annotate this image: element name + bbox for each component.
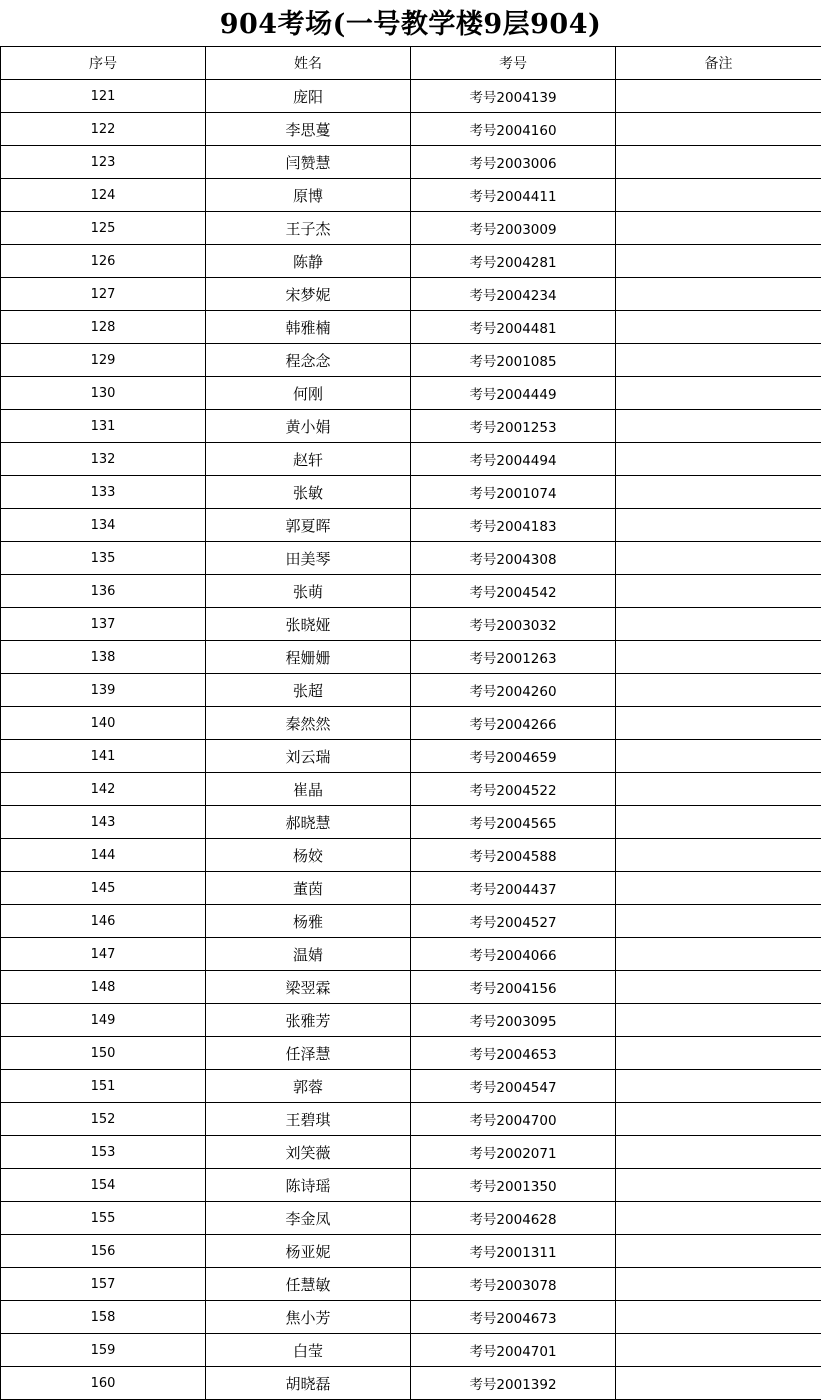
cell-notes bbox=[616, 476, 821, 509]
cell-exam-id: 考号2004659 bbox=[411, 740, 616, 773]
cell-notes bbox=[616, 377, 821, 410]
cell-notes bbox=[616, 773, 821, 806]
cell-exam-id: 考号2003078 bbox=[411, 1268, 616, 1301]
cell-exam-id: 考号2002071 bbox=[411, 1136, 616, 1169]
cell-exam-id: 考号2001074 bbox=[411, 476, 616, 509]
cell-exam-id: 考号2004139 bbox=[411, 80, 616, 113]
cell-number: 137 bbox=[1, 608, 206, 641]
page-title: 904考场(一号教学楼9层904) bbox=[219, 9, 602, 40]
cell-name: 张雅芳 bbox=[206, 1004, 411, 1037]
cell-exam-id: 考号2004547 bbox=[411, 1070, 616, 1103]
cell-name: 梁翌霖 bbox=[206, 971, 411, 1004]
cell-number: 140 bbox=[1, 707, 206, 740]
cell-exam-id: 考号2004160 bbox=[411, 113, 616, 146]
table-row bbox=[1, 509, 821, 542]
column-header-notes: 备注 bbox=[616, 47, 821, 80]
cell-number: 153 bbox=[1, 1136, 206, 1169]
table-row bbox=[1, 278, 821, 311]
cell-exam-id: 考号2004437 bbox=[411, 872, 616, 905]
table-row bbox=[1, 1136, 821, 1169]
cell-notes bbox=[616, 1070, 821, 1103]
cell-number: 127 bbox=[1, 278, 206, 311]
cell-exam-id: 考号2004234 bbox=[411, 278, 616, 311]
cell-exam-id: 考号2004588 bbox=[411, 839, 616, 872]
cell-notes bbox=[616, 1103, 821, 1136]
cell-notes bbox=[616, 410, 821, 443]
cell-name: 刘云瑞 bbox=[206, 740, 411, 773]
cell-exam-id: 考号2004308 bbox=[411, 542, 616, 575]
cell-notes bbox=[616, 212, 821, 245]
table-row bbox=[1, 344, 821, 377]
cell-notes bbox=[616, 1268, 821, 1301]
cell-name: 任慧敏 bbox=[206, 1268, 411, 1301]
cell-name: 胡晓磊 bbox=[206, 1367, 411, 1400]
cell-exam-id: 考号2004481 bbox=[411, 311, 616, 344]
cell-number: 134 bbox=[1, 509, 206, 542]
cell-number: 136 bbox=[1, 575, 206, 608]
cell-notes bbox=[616, 443, 821, 476]
table-row bbox=[1, 1004, 821, 1037]
cell-exam-id: 考号2004701 bbox=[411, 1334, 616, 1367]
cell-notes bbox=[616, 542, 821, 575]
table-row bbox=[1, 806, 821, 839]
cell-name: 温婧 bbox=[206, 938, 411, 971]
cell-exam-id: 考号2004066 bbox=[411, 938, 616, 971]
cell-name: 王碧琪 bbox=[206, 1103, 411, 1136]
cell-notes bbox=[616, 311, 821, 344]
cell-exam-id: 考号2004527 bbox=[411, 905, 616, 938]
cell-name: 杨雅 bbox=[206, 905, 411, 938]
cell-exam-id: 考号2003009 bbox=[411, 212, 616, 245]
table-row bbox=[1, 575, 821, 608]
table-row bbox=[1, 311, 821, 344]
cell-notes bbox=[616, 806, 821, 839]
cell-exam-id: 考号2001253 bbox=[411, 410, 616, 443]
cell-number: 129 bbox=[1, 344, 206, 377]
cell-number: 131 bbox=[1, 410, 206, 443]
roster-body bbox=[1, 80, 821, 1400]
cell-number: 146 bbox=[1, 905, 206, 938]
cell-name: 白莹 bbox=[206, 1334, 411, 1367]
table-row bbox=[1, 641, 821, 674]
cell-name: 庞阳 bbox=[206, 80, 411, 113]
cell-notes bbox=[616, 608, 821, 641]
table-row bbox=[1, 80, 821, 113]
cell-notes bbox=[616, 905, 821, 938]
cell-exam-id: 考号2004183 bbox=[411, 509, 616, 542]
table-row bbox=[1, 146, 821, 179]
cell-notes bbox=[616, 938, 821, 971]
cell-notes bbox=[616, 113, 821, 146]
table-row bbox=[1, 872, 821, 905]
table-row bbox=[1, 179, 821, 212]
cell-name: 张超 bbox=[206, 674, 411, 707]
table-row bbox=[1, 1169, 821, 1202]
cell-number: 133 bbox=[1, 476, 206, 509]
cell-notes bbox=[616, 80, 821, 113]
cell-notes bbox=[616, 245, 821, 278]
table-row bbox=[1, 1334, 821, 1367]
cell-notes bbox=[616, 509, 821, 542]
cell-notes bbox=[616, 1202, 821, 1235]
cell-name: 焦小芳 bbox=[206, 1301, 411, 1334]
table-row bbox=[1, 1235, 821, 1268]
table-row bbox=[1, 113, 821, 146]
cell-name: 原博 bbox=[206, 179, 411, 212]
cell-exam-id: 考号2001392 bbox=[411, 1367, 616, 1400]
cell-notes bbox=[616, 872, 821, 905]
cell-name: 程姗姗 bbox=[206, 641, 411, 674]
cell-name: 何刚 bbox=[206, 377, 411, 410]
cell-name: 杨姣 bbox=[206, 839, 411, 872]
cell-name: 陈诗瑶 bbox=[206, 1169, 411, 1202]
cell-name: 张晓娅 bbox=[206, 608, 411, 641]
roster-table bbox=[0, 46, 821, 1400]
cell-name: 田美琴 bbox=[206, 542, 411, 575]
table-row bbox=[1, 410, 821, 443]
cell-number: 141 bbox=[1, 740, 206, 773]
cell-exam-id: 考号2004156 bbox=[411, 971, 616, 1004]
cell-number: 122 bbox=[1, 113, 206, 146]
cell-number: 138 bbox=[1, 641, 206, 674]
table-header-row bbox=[1, 47, 821, 80]
cell-number: 150 bbox=[1, 1037, 206, 1070]
cell-notes bbox=[616, 1367, 821, 1400]
cell-name: 崔晶 bbox=[206, 773, 411, 806]
cell-name: 杨亚妮 bbox=[206, 1235, 411, 1268]
cell-number: 158 bbox=[1, 1301, 206, 1334]
cell-name: 郝晓慧 bbox=[206, 806, 411, 839]
cell-number: 154 bbox=[1, 1169, 206, 1202]
cell-name: 张敏 bbox=[206, 476, 411, 509]
cell-exam-id: 考号2003095 bbox=[411, 1004, 616, 1037]
column-header-name: 姓名 bbox=[206, 47, 411, 80]
cell-notes bbox=[616, 278, 821, 311]
cell-name: 宋梦妮 bbox=[206, 278, 411, 311]
cell-notes bbox=[616, 641, 821, 674]
cell-name: 郭夏晖 bbox=[206, 509, 411, 542]
table-row bbox=[1, 443, 821, 476]
cell-notes bbox=[616, 1334, 821, 1367]
cell-exam-id: 考号2004542 bbox=[411, 575, 616, 608]
cell-number: 123 bbox=[1, 146, 206, 179]
cell-number: 125 bbox=[1, 212, 206, 245]
cell-number: 152 bbox=[1, 1103, 206, 1136]
cell-name: 刘笑薇 bbox=[206, 1136, 411, 1169]
table-row bbox=[1, 1301, 821, 1334]
cell-exam-id: 考号2004522 bbox=[411, 773, 616, 806]
table-row bbox=[1, 938, 821, 971]
column-header-number: 序号 bbox=[1, 47, 206, 80]
table-row bbox=[1, 1268, 821, 1301]
cell-name: 陈静 bbox=[206, 245, 411, 278]
cell-exam-id: 考号2004673 bbox=[411, 1301, 616, 1334]
cell-number: 124 bbox=[1, 179, 206, 212]
cell-number: 126 bbox=[1, 245, 206, 278]
cell-name: 李思蔓 bbox=[206, 113, 411, 146]
cell-name: 郭蓉 bbox=[206, 1070, 411, 1103]
cell-notes bbox=[616, 344, 821, 377]
cell-exam-id: 考号2004700 bbox=[411, 1103, 616, 1136]
cell-notes bbox=[616, 1004, 821, 1037]
cell-notes bbox=[616, 674, 821, 707]
cell-name: 韩雅楠 bbox=[206, 311, 411, 344]
table-row bbox=[1, 839, 821, 872]
cell-name: 李金凤 bbox=[206, 1202, 411, 1235]
cell-exam-id: 考号2004449 bbox=[411, 377, 616, 410]
cell-notes bbox=[616, 575, 821, 608]
table-row bbox=[1, 1202, 821, 1235]
cell-notes bbox=[616, 839, 821, 872]
cell-exam-id: 考号2004266 bbox=[411, 707, 616, 740]
cell-name: 程念念 bbox=[206, 344, 411, 377]
table-row bbox=[1, 608, 821, 641]
cell-notes bbox=[616, 1037, 821, 1070]
cell-exam-id: 考号2001263 bbox=[411, 641, 616, 674]
cell-name: 闫赞慧 bbox=[206, 146, 411, 179]
cell-number: 128 bbox=[1, 311, 206, 344]
table-row bbox=[1, 1037, 821, 1070]
cell-notes bbox=[616, 971, 821, 1004]
cell-number: 145 bbox=[1, 872, 206, 905]
cell-number: 151 bbox=[1, 1070, 206, 1103]
table-row bbox=[1, 476, 821, 509]
table-row bbox=[1, 1103, 821, 1136]
table-row bbox=[1, 674, 821, 707]
cell-name: 张萌 bbox=[206, 575, 411, 608]
cell-exam-id: 考号2004281 bbox=[411, 245, 616, 278]
cell-notes bbox=[616, 1235, 821, 1268]
cell-name: 黄小娟 bbox=[206, 410, 411, 443]
cell-notes bbox=[616, 146, 821, 179]
table-row bbox=[1, 245, 821, 278]
column-header-exam-id: 考号 bbox=[411, 47, 616, 80]
table-row bbox=[1, 971, 821, 1004]
cell-number: 148 bbox=[1, 971, 206, 1004]
cell-number: 143 bbox=[1, 806, 206, 839]
cell-exam-id: 考号2003006 bbox=[411, 146, 616, 179]
cell-number: 159 bbox=[1, 1334, 206, 1367]
cell-notes bbox=[616, 179, 821, 212]
table-row bbox=[1, 905, 821, 938]
table-row bbox=[1, 542, 821, 575]
cell-exam-id: 考号2004260 bbox=[411, 674, 616, 707]
table-row bbox=[1, 212, 821, 245]
cell-name: 任泽慧 bbox=[206, 1037, 411, 1070]
cell-number: 142 bbox=[1, 773, 206, 806]
cell-exam-id: 考号2001350 bbox=[411, 1169, 616, 1202]
cell-number: 147 bbox=[1, 938, 206, 971]
cell-exam-id: 考号2004628 bbox=[411, 1202, 616, 1235]
table-row bbox=[1, 377, 821, 410]
cell-exam-id: 考号2004653 bbox=[411, 1037, 616, 1070]
cell-number: 157 bbox=[1, 1268, 206, 1301]
cell-exam-id: 考号2004565 bbox=[411, 806, 616, 839]
table-row bbox=[1, 1070, 821, 1103]
table-row bbox=[1, 707, 821, 740]
cell-notes bbox=[616, 740, 821, 773]
cell-exam-id: 考号2001085 bbox=[411, 344, 616, 377]
cell-exam-id: 考号2004494 bbox=[411, 443, 616, 476]
table-row bbox=[1, 740, 821, 773]
cell-number: 160 bbox=[1, 1367, 206, 1400]
cell-exam-id: 考号2001311 bbox=[411, 1235, 616, 1268]
cell-number: 132 bbox=[1, 443, 206, 476]
cell-number: 149 bbox=[1, 1004, 206, 1037]
table-row bbox=[1, 1367, 821, 1400]
cell-exam-id: 考号2003032 bbox=[411, 608, 616, 641]
cell-notes bbox=[616, 1169, 821, 1202]
cell-exam-id: 考号2004411 bbox=[411, 179, 616, 212]
cell-notes bbox=[616, 1301, 821, 1334]
cell-number: 139 bbox=[1, 674, 206, 707]
cell-name: 王子杰 bbox=[206, 212, 411, 245]
cell-number: 144 bbox=[1, 839, 206, 872]
cell-notes bbox=[616, 1136, 821, 1169]
cell-name: 董茵 bbox=[206, 872, 411, 905]
table-row bbox=[1, 773, 821, 806]
cell-name: 赵轩 bbox=[206, 443, 411, 476]
cell-name: 秦然然 bbox=[206, 707, 411, 740]
cell-number: 135 bbox=[1, 542, 206, 575]
cell-number: 155 bbox=[1, 1202, 206, 1235]
cell-number: 156 bbox=[1, 1235, 206, 1268]
cell-number: 130 bbox=[1, 377, 206, 410]
cell-number: 121 bbox=[1, 80, 206, 113]
cell-notes bbox=[616, 707, 821, 740]
